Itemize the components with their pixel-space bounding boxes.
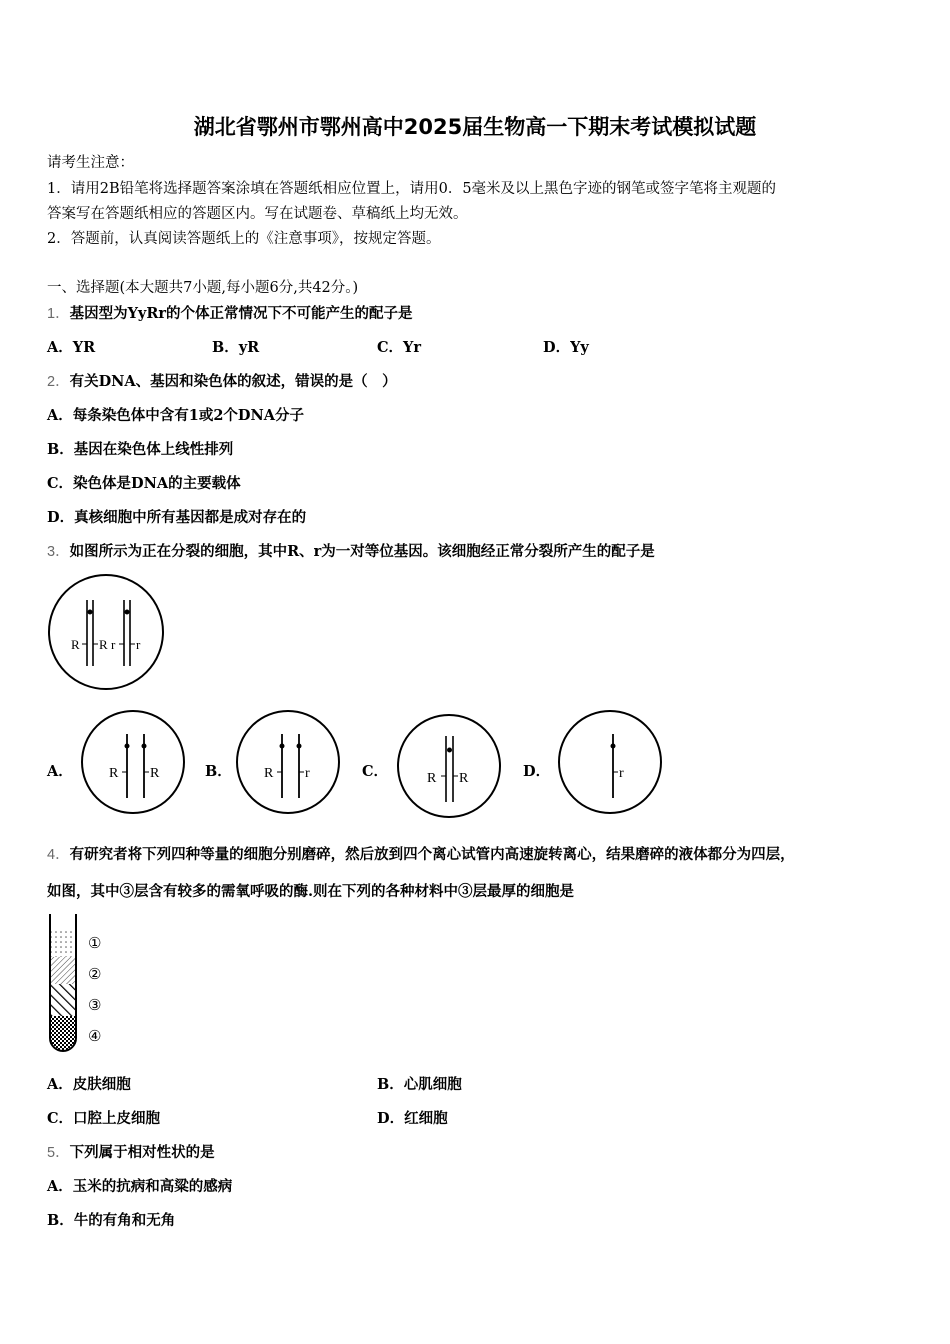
question-3 (47, 540, 655, 561)
option-c: C．Yr (377, 339, 422, 356)
layer-label: ② (88, 967, 102, 983)
question-2 (47, 370, 397, 391)
option-a: A．玉米的抗病和高粱的感病 (47, 1178, 233, 1195)
option-b: B． (205, 763, 232, 780)
centrifuge-tube-figure (44, 910, 124, 1060)
layer-label: ④ (88, 1029, 102, 1045)
notice-line-2: 2．答题前，认真阅读答题纸上的《注意事项》，按规定答题。 (47, 231, 441, 247)
option-b-cell (233, 708, 345, 816)
gene-label: R (71, 637, 80, 652)
question-stem: 如图所示为正在分裂的细胞，其中R、r为一对等位基因。该细胞经正常分裂所产生的配子是 (69, 543, 655, 560)
question-stem: 有关DNA、基因和染色体的叙述，错误的是（ ） (69, 373, 397, 390)
option-c: C．口腔上皮细胞 (47, 1110, 161, 1127)
option-a-cell (78, 708, 190, 816)
gene-label: r (305, 766, 310, 781)
question-number: 2． (47, 374, 70, 390)
option-d: D．真核细胞中所有基因都是成对存在的 (47, 509, 307, 526)
option-c: C．染色体是DNA的主要载体 (47, 475, 241, 492)
layer-label: ③ (88, 998, 102, 1014)
question-stem: 下列属于相对性状的是 (69, 1144, 215, 1161)
question-number: 4． (47, 847, 70, 863)
option-a: A． (47, 763, 73, 780)
option-b: B．基因在染色体上线性排列 (47, 441, 234, 458)
option-b: B．牛的有角和无角 (47, 1212, 176, 1229)
gene-label: R (109, 766, 119, 781)
question-stem: 基因型为YyRr的个体正常情况下不可能产生的配子是 (69, 305, 413, 322)
question-stem-line-1: 有研究者将下列四种等量的细胞分别磨碎，然后放到四个离心试管内高速旋转离心，结果磨碎的液体都分为四层， (69, 846, 795, 863)
notice-line-1b: 答案写在答题纸相应的答题区内。写在试题卷、草稿纸上均无效。 (47, 206, 468, 222)
question-4 (47, 843, 795, 864)
layer-label: ① (88, 936, 102, 952)
option-d: D．红细胞 (377, 1110, 448, 1127)
gene-label: r (111, 637, 116, 652)
gene-label: R (264, 766, 274, 781)
option-a: A．皮肤细胞 (47, 1076, 131, 1093)
section-heading: 一、选择题(本大题共7小题,每小题6分,共42分。) (47, 280, 359, 296)
option-a: A．每条染色体中含有1或2个DNA分子 (47, 407, 305, 424)
option-c-cell (394, 712, 506, 820)
notice-heading: 请考生注意： (47, 155, 134, 171)
gene-label: r (619, 766, 624, 781)
question-1 (47, 302, 413, 323)
question-number: 3． (47, 544, 70, 560)
page-title: 湖北省鄂州市鄂州高中2025届生物高一下期末考试模拟试题 (193, 115, 757, 139)
question-stem-line-2: 如图，其中③层含有较多的需氧呼吸的酶.则在下列的各种材料中③层最厚的细胞是 (47, 883, 575, 900)
option-d-cell (555, 708, 667, 816)
question-number: 5． (47, 1145, 70, 1161)
dividing-cell-figure (44, 572, 172, 692)
option-b: B．心肌细胞 (377, 1076, 462, 1093)
notice-line-1: 1．请用2B铅笔将选择题答案涂填在答题纸相应位置上，请用0．5毫米及以上黑色字迹的钢笔或签字笔将主观题的 (47, 181, 777, 197)
option-c: C． (362, 763, 389, 780)
gene-label: r (136, 637, 141, 652)
cell-membrane (49, 575, 163, 689)
gene-label: R (150, 766, 160, 781)
question-number: 1． (47, 306, 70, 322)
option-d: D．Yy (543, 339, 589, 356)
option-d: D． (523, 763, 551, 780)
gene-label: R (459, 771, 469, 786)
option-a: A．YR (47, 339, 96, 356)
gene-label: R (427, 771, 437, 786)
option-b: B．yR (212, 339, 260, 356)
question-5 (47, 1141, 215, 1162)
gene-label: R (99, 637, 108, 652)
